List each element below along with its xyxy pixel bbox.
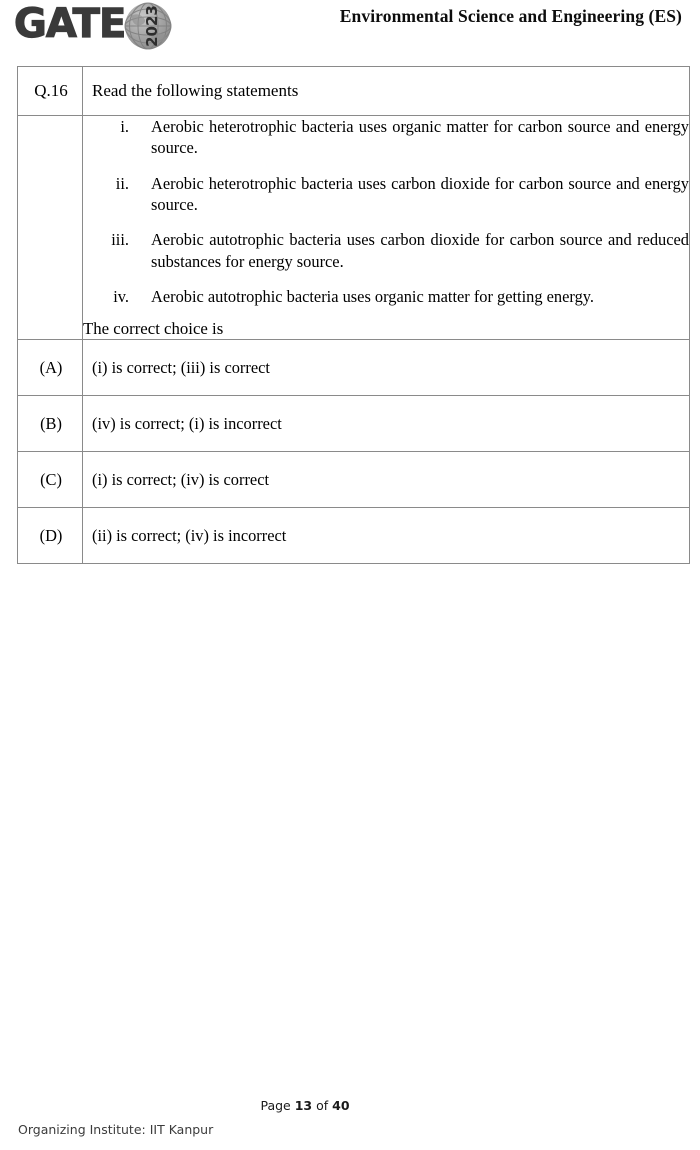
option-row-b[interactable]	[18, 396, 690, 452]
option-key-cell-b	[18, 396, 83, 452]
statement-text: Aerobic heterotrophic bacteria uses carbon dioxide for carbon source and energy source.	[151, 173, 689, 214]
option-text: (i) is correct; (iv) is correct	[92, 469, 270, 489]
statement-marker: iv.	[113, 286, 129, 306]
statement-marker: ii.	[115, 173, 129, 193]
option-key-cell-c	[18, 452, 83, 508]
option-key-cell-a	[18, 340, 83, 396]
statement-marker: i.	[120, 117, 129, 136]
page-label-prefix: Page	[260, 1098, 295, 1113]
option-text-cell-d[interactable]	[83, 508, 690, 564]
page-label-middle: of	[312, 1098, 333, 1113]
question-number: Q.16	[34, 81, 68, 100]
option-text: (ii) is correct; (iv) is incorrect	[92, 525, 287, 545]
statement-list	[83, 116, 689, 307]
page-footer	[0, 1090, 700, 1150]
closing-line: The correct choice is	[83, 319, 224, 339]
list-item	[83, 286, 689, 307]
gate-logo-text: GATE	[14, 1, 126, 47]
option-text: (iv) is correct; (i) is incorrect	[92, 413, 282, 433]
list-item	[83, 173, 689, 216]
question-stem-cell	[83, 67, 690, 116]
option-key: (B)	[40, 413, 62, 433]
option-text-cell-b[interactable]	[83, 396, 690, 452]
option-key-cell-d	[18, 508, 83, 564]
option-key: (D)	[39, 525, 63, 545]
page-current: 13	[294, 1098, 313, 1113]
statement-text: Aerobic autotrophic bacteria uses organic matter for getting energy.	[151, 286, 594, 306]
statement-text: Aerobic autotrophic bacteria uses carbon dioxide for carbon source and reduced substances for energy source.	[151, 230, 689, 271]
option-text-cell-a[interactable]	[83, 340, 690, 396]
empty-label-cell	[18, 116, 83, 340]
list-item	[83, 229, 689, 272]
option-text-cell-c[interactable]	[83, 452, 690, 508]
gate-logo	[14, 1, 184, 51]
option-row-a[interactable]	[18, 340, 690, 396]
question-number-cell	[18, 67, 83, 116]
option-row-c[interactable]	[18, 452, 690, 508]
question-table	[17, 66, 690, 564]
question-body-row	[18, 116, 690, 340]
statement-marker: iii.	[111, 230, 129, 250]
option-text: (i) is correct; (iii) is correct	[92, 357, 270, 377]
option-key: (A)	[39, 357, 63, 377]
question-stem-row	[18, 67, 690, 116]
organizing-institute: Organizing Institute: IIT Kanpur	[18, 1122, 214, 1137]
question-stem: Read the following statements	[92, 81, 299, 100]
page-header	[0, 0, 700, 58]
option-key: (C)	[40, 469, 62, 489]
list-item	[83, 116, 689, 159]
option-row-d[interactable]	[18, 508, 690, 564]
page-number	[0, 1098, 700, 1113]
statements-cell	[83, 116, 690, 340]
subject-title: Environmental Science and Engineering (ES)	[339, 6, 682, 26]
page-total: 40	[332, 1098, 350, 1113]
statement-text: Aerobic heterotrophic bacteria uses organic matter for carbon source and energy source.	[151, 117, 689, 158]
gate-logo-year: 2023	[143, 5, 161, 47]
